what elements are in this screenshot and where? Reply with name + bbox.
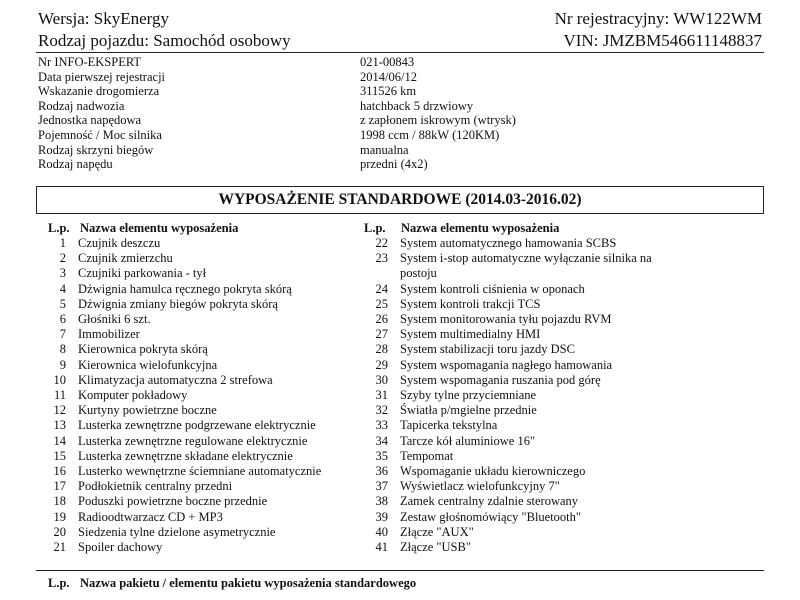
equipment-item-number: 11 <box>53 388 66 403</box>
equipment-item-number: 32 <box>375 403 388 418</box>
equipment-item-number: 4 <box>59 281 66 296</box>
equipment-item-number: 29 <box>375 357 388 372</box>
vin-value: JMZBM546611148837 <box>602 31 762 50</box>
equipment-item-name: Lusterka zewnętrzne składane elektrycznie <box>78 448 293 463</box>
equipment-item <box>360 282 680 297</box>
equipment-item-number: 22 <box>375 236 388 250</box>
equipment-item-name: Czujnik deszczu <box>78 236 161 250</box>
equipment-item-number: 1 <box>59 236 66 250</box>
registration-label: Nr rejestracyjny: <box>554 9 670 28</box>
equipment-item-name: System multimedialny HMI <box>400 327 541 342</box>
registration-line <box>555 9 762 29</box>
equipment-item-name: Klimatyzacja automatyczna 2 strefowa <box>78 372 273 387</box>
equipment-item-name: Radioodtwarzacz CD + MP3 <box>78 509 223 524</box>
equipment-item <box>38 464 358 479</box>
equipment-item-name: Tapicerka tekstylna <box>400 418 498 433</box>
equipment-item-name: Zamek centralny zdalnie sterowany <box>400 494 579 509</box>
equipment-item <box>38 373 358 388</box>
equipment-item-name: Wspomaganie układu kierowniczego <box>400 464 586 479</box>
version-line <box>38 9 169 29</box>
equipment-item-name: Kurtyny powietrzne boczne <box>78 403 217 418</box>
equipment-list-right <box>360 236 680 555</box>
equipment-item-number: 27 <box>375 327 388 342</box>
equipment-item <box>360 434 680 449</box>
equipment-item-name: System monitorowania tyłu pojazdu RVM <box>400 312 612 327</box>
version-label: Wersja: <box>38 9 90 28</box>
equipment-item-name: Kierownica wielofunkcyjna <box>78 357 218 372</box>
equipment-item-name: Kierownica pokryta skórą <box>78 342 208 357</box>
equipment-item-name: Dźwignia zmiany biegów pokryta skórą <box>78 296 278 311</box>
equipment-item-number: 14 <box>53 433 66 448</box>
equipment-item <box>360 494 680 509</box>
equipment-item <box>38 540 358 555</box>
equipment-item-number: 19 <box>53 509 66 524</box>
equipment-item <box>38 418 358 433</box>
equipment-item <box>360 479 680 494</box>
equipment-item <box>360 297 680 312</box>
equipment-item <box>360 251 680 281</box>
equipment-item-name: Lusterko wewnętrzne ściemniane automatycznie <box>78 464 322 479</box>
equipment-item-number: 28 <box>375 342 388 357</box>
equipment-item-name: Spoiler dachowy <box>78 540 163 555</box>
equipment-item-name: Dźwignia hamulca ręcznego pokryta skórą <box>78 281 292 296</box>
equipment-item-name: Poduszki powietrzne boczne przednie <box>78 494 268 509</box>
equipment-item-name: Podłokietnik centralny przedni <box>78 479 233 494</box>
equipment-item-name: Lusterka zewnętrzne podgrzewane elektrycznie <box>78 418 316 433</box>
equipment-item-name: System automatycznego hamowania SCBS <box>400 236 617 250</box>
equipment-item-number: 41 <box>375 540 388 555</box>
equipment-item-name: System kontroli ciśnienia w oponach <box>400 281 585 296</box>
equipment-item <box>360 342 680 357</box>
equipment-item-number: 23 <box>375 251 388 266</box>
vehicle-type-value: Samochód osobowy <box>153 31 291 50</box>
equipment-item <box>38 479 358 494</box>
equipment-item <box>38 510 358 525</box>
equipment-item <box>360 236 680 251</box>
equipment-item-number: 13 <box>53 418 66 433</box>
right-lp-header: L.p. <box>364 221 386 235</box>
equipment-item-number: 2 <box>59 251 66 266</box>
equipment-item <box>38 297 358 312</box>
vehicle-type-label: Rodzaj pojazdu: <box>38 31 149 50</box>
equipment-item <box>360 525 680 540</box>
equipment-item-number: 36 <box>375 464 388 479</box>
equipment-item <box>38 342 358 357</box>
registration-value: WW122WM <box>673 9 762 28</box>
vehicle-type-line <box>38 31 291 51</box>
left-name-header: Nazwa elementu wyposażenia <box>80 221 239 235</box>
equipment-item <box>360 388 680 403</box>
equipment-item <box>38 358 358 373</box>
vin-label: VIN: <box>563 31 599 50</box>
equipment-item <box>360 327 680 342</box>
equipment-item-name: Czujnik zmierzchu <box>78 251 173 266</box>
equipment-item-number: 34 <box>375 433 388 448</box>
equipment-item-number: 7 <box>59 327 66 342</box>
vin-line <box>563 31 762 51</box>
equipment-item-number: 8 <box>59 342 66 357</box>
equipment-item <box>360 358 680 373</box>
equipment-item <box>360 312 680 327</box>
equipment-item-name: Czujniki parkowania - tył <box>78 266 207 281</box>
packages-divider <box>36 570 764 571</box>
equipment-item-name: System i-stop automatyczne wyłączanie silnika na postoju <box>400 251 652 281</box>
equipment-item <box>360 464 680 479</box>
equipment-item <box>360 540 680 555</box>
equipment-item-name: Wyświetlacz wielofunkcyjny 7" <box>400 479 560 494</box>
packages-lp-header: L.p. <box>48 576 70 590</box>
equipment-item-name: Lusterka zewnętrzne regulowane elektrycznie <box>78 433 308 448</box>
equipment-item-number: 35 <box>375 448 388 463</box>
equipment-item-number: 21 <box>53 540 66 555</box>
equipment-item-name: Szyby tylne przyciemniane <box>400 388 537 403</box>
equipment-item-name: System wspomagania ruszania pod górę <box>400 372 601 387</box>
equipment-item-number: 15 <box>53 448 66 463</box>
equipment-item-number: 39 <box>375 509 388 524</box>
equipment-item-name: Światła p/mgielne przednie <box>400 403 537 418</box>
equipment-item-name: System stabilizacji toru jazdy DSC <box>400 342 575 357</box>
equipment-item <box>38 403 358 418</box>
equipment-item <box>38 236 358 251</box>
equipment-item <box>38 449 358 464</box>
equipment-item <box>38 388 358 403</box>
equipment-item-number: 12 <box>53 403 66 418</box>
equipment-item <box>360 510 680 525</box>
equipment-item-name: System kontroli trakcji TCS <box>400 296 541 311</box>
equipment-item <box>38 525 358 540</box>
equipment-item-name: System wspomagania nagłego hamowania <box>400 357 613 372</box>
equipment-item-number: 16 <box>53 464 66 479</box>
equipment-item <box>360 373 680 388</box>
equipment-item <box>360 418 680 433</box>
equipment-item <box>38 434 358 449</box>
equipment-item-name: Złącze "AUX" <box>400 524 474 539</box>
equipment-item <box>38 282 358 297</box>
equipment-item-name: Głośniki 6 szt. <box>78 312 151 327</box>
right-name-header: Nazwa elementu wyposażenia <box>401 221 560 235</box>
equipment-item <box>38 494 358 509</box>
equipment-item-number: 33 <box>375 418 388 433</box>
equipment-item-number: 37 <box>375 479 388 494</box>
equipment-item-number: 9 <box>59 357 66 372</box>
equipment-item-number: 17 <box>53 479 66 494</box>
equipment-item <box>38 266 358 281</box>
equipment-item-name: Tempomat <box>400 448 454 463</box>
equipment-item-number: 20 <box>53 524 66 539</box>
equipment-item-name: Zestaw głośnomówiący "Bluetooth" <box>400 509 582 524</box>
packages-name-header: Nazwa pakietu / elementu pakietu wyposażenia standardowego <box>80 576 417 590</box>
equipment-item-name: Komputer pokładowy <box>78 388 188 403</box>
equipment-item <box>360 449 680 464</box>
equipment-item-number: 25 <box>375 296 388 311</box>
equipment-item-number: 30 <box>375 372 388 387</box>
equipment-list-left <box>38 236 358 555</box>
left-lp-header: L.p. <box>48 221 70 235</box>
equipment-item <box>38 312 358 327</box>
equipment-item-number: 3 <box>59 266 66 281</box>
equipment-item-number: 6 <box>59 312 66 327</box>
equipment-item-number: 31 <box>375 388 388 403</box>
equipment-item-number: 38 <box>375 494 388 509</box>
equipment-item-name: Immobilizer <box>78 327 140 342</box>
equipment-item <box>38 327 358 342</box>
equipment-item-number: 10 <box>53 372 66 387</box>
equipment-item <box>360 403 680 418</box>
equipment-item-number: 26 <box>375 312 388 327</box>
equipment-item-name: Tarcze kół aluminiowe 16" <box>400 433 536 448</box>
equipment-section-title: WYPOSAŻENIE STANDARDOWE (2014.03-2016.02) <box>218 191 582 208</box>
equipment-section-box <box>36 186 764 214</box>
equipment-item-number: 18 <box>53 494 66 509</box>
equipment-item <box>38 251 358 266</box>
equipment-item-name: Złącze "USB" <box>400 540 471 555</box>
equipment-item-number: 40 <box>375 524 388 539</box>
version-value: SkyEnergy <box>93 9 169 28</box>
header-divider <box>36 52 764 53</box>
equipment-item-name: Siedzenia tylne dzielone asymetrycznie <box>78 524 276 539</box>
equipment-item-number: 5 <box>59 296 66 311</box>
equipment-item-number: 24 <box>375 281 388 296</box>
